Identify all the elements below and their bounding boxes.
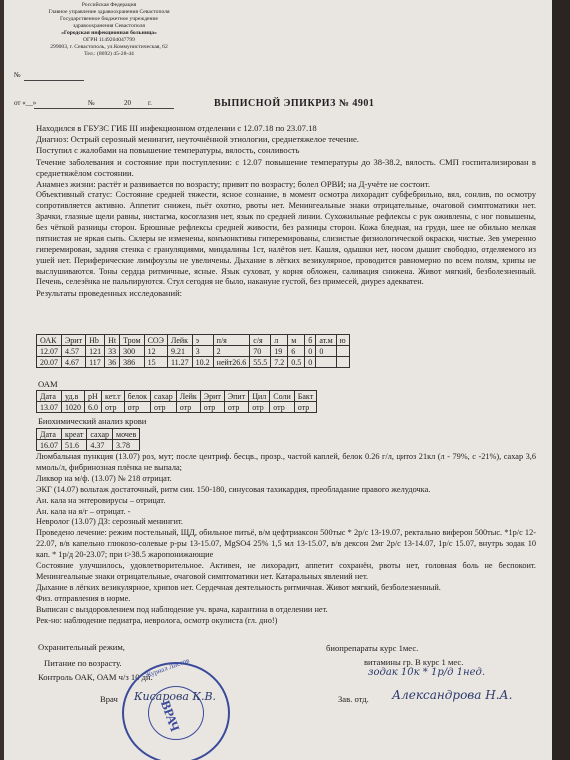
table-cell: отр [102, 402, 125, 413]
table-cell: 11.27 [167, 357, 192, 368]
table-cell: 36 [105, 357, 120, 368]
table-cell [336, 346, 349, 357]
lumbar-puncture: Люмбальная пункция (13.07) роз, мут; после центриф. бесцв., прозр., частой каплей, белок 0.26 г/л, цитоз 21кл (л - 79%, с -21%), сахар 3,6 ммоль/л, фибринозная плёнка не выпала; [36, 452, 536, 472]
table-cell: 12 [144, 346, 167, 357]
table-header-row [37, 429, 140, 440]
bio-table [36, 428, 140, 451]
table-cell: ат.м [316, 335, 336, 346]
physiological: Физ. отправления в норме. [36, 593, 131, 603]
table-cell: Эрит [62, 335, 86, 346]
table-cell: Эрит [200, 391, 224, 402]
table-cell: 300 [120, 346, 145, 357]
table-cell: 0.5 [288, 357, 305, 368]
header-line: здравоохранения Севастополя [73, 23, 145, 29]
divider [34, 108, 174, 109]
table-cell: уд.в [62, 391, 85, 402]
handwritten-note: зодак 10к * 1р/д 1нед. [368, 667, 486, 678]
table-cell: 1020 [62, 402, 85, 413]
ecg: ЭКГ (14.07) вольтаж достаточный, ритм син. 150-180, синусовая тахикардия, преобладание правого желудочка. [36, 484, 431, 494]
footer-regimen: Охранительный режим, [38, 642, 125, 652]
oak-table [36, 334, 350, 368]
header-ot-label: от «__» [14, 99, 37, 107]
background-edge [552, 0, 570, 760]
table-cell: ю [336, 335, 349, 346]
table-cell: ОАК [37, 335, 62, 346]
life-history: Анамнез жизни: растёт и развивается по возрасту; привит по возрасту; болел ОРВИ; на Д-учёте не состоит. [36, 179, 431, 190]
table-cell: отр [249, 402, 270, 413]
table-cell: сахар [87, 429, 113, 440]
table-cell: 6.0 [85, 402, 102, 413]
table-cell: б [305, 335, 316, 346]
table-cell: 386 [120, 357, 145, 368]
table-cell: отр [294, 402, 316, 413]
table-cell [336, 357, 349, 368]
institution-header-stamp [44, 2, 174, 58]
table-row [37, 346, 350, 357]
table-cell: 3 [192, 346, 213, 357]
table-cell: Тром [120, 335, 145, 346]
table-cell: нейт26.6 [213, 357, 250, 368]
table-cell: м [288, 335, 305, 346]
head-signature: Александрова Н.А. [392, 688, 513, 702]
oam-heading: ОАМ [38, 379, 58, 389]
table-cell: Лейк [167, 335, 192, 346]
table-cell: Соли [270, 391, 295, 402]
table-cell: СОЭ [144, 335, 167, 346]
footer-probiotics: биопрепараты курс 1мес. [326, 643, 419, 653]
table-cell: сахар [151, 391, 177, 402]
stamp-center-text: ВРАЧ [157, 698, 183, 734]
table-cell: отр [124, 402, 150, 413]
table-cell: 0 [316, 346, 336, 357]
table-row [37, 357, 350, 368]
table-cell: Эпит [224, 391, 248, 402]
header-year: 20 [124, 99, 131, 107]
footer-nutrition: Питание по возрасту. [44, 658, 122, 668]
table-cell: 4.67 [62, 357, 86, 368]
stool-eggs: Ан. кала на я/г – отрицат. - [36, 506, 131, 516]
footer-vitamins: витамины гр. В курс 1 мес. [364, 657, 464, 667]
table-header-row [37, 335, 350, 346]
table-cell: 4.57 [62, 346, 86, 357]
table-cell: 4.37 [87, 440, 113, 451]
table-cell: 13.07 [37, 402, 62, 413]
doctor-signature: Кисарова К.В. [134, 690, 217, 703]
table-header-row [37, 391, 317, 402]
table-cell: Дата [37, 391, 62, 402]
footer-control: Контроль ОАК, ОАМ ч/з 10 дн. [38, 672, 153, 682]
table-cell: кет.т [102, 391, 125, 402]
table-cell: 2 [213, 346, 250, 357]
objective-status: Объективный статус: Состояние средней тяжести, ясное сознание, в момент осмотра лихорадит субфебрильно, вял, сонлив, по осмотру сопротивляется активно. Аппетит снижен, пьёт охотно, рвоты нет. Менингеальные знаки отрицательные, очаговой симптоматики нет. Зрачки, глазные щели равны, нистагма, косоглазия нет, язык по средней линии. Сухожильные рефлексы с рук оживлены, с ног повышены, без чёткой разницы сторон. Брюшные рефлексы средней живости, без разницы сторон. Кожа бледная, на груди, шее не обильно мелкая пятнистая не яркая сыпь. Склеры не изменены, конъюнктивы гиперемированы, слизистые физиологической окраски, чистые. Зев умеренно гиперемирован, задняя стенка с грануляциями, миндалины 1ст, налётов нет. Кашля, одышки нет, носом дышит свободно, отделяемого из ушей нет. Периферические лимфоузлы не увеличены. Дыхание в лёгких везикулярное, проводится равномерно по всем полям, хрипы не выслушиваются. Тоны сердца ритмичные, ясные. Язык суховат, у корня обложен, саливация снижена. Живот мягкий, безболезненный. Печень, селезёнка не пальпируются. Стул сегодня не было, накануне густой, без примесей, диурез адекватен. [36, 190, 536, 287]
table-cell: белок [124, 391, 150, 402]
table-cell: Ht [105, 335, 120, 346]
discharged: Выписан с выздоровлением под наблюдение уч. врача, карантина в отделении нет. [36, 604, 328, 614]
table-cell: л [271, 335, 288, 346]
table-cell: pH [85, 391, 102, 402]
table-cell: э [192, 335, 213, 346]
lungs-heart: Дыхание в лёгких везикулярное, хрипов нет. Сердечная деятельность ритмичная. Живот мягкий, безболезненный. [36, 582, 441, 592]
table-cell: Лейк [176, 391, 200, 402]
recommendations: Рек-но: наблюдение педиатра, невролога, осмотр окулиста (гл. дно!) [36, 615, 278, 625]
complaints: Поступил с жалобами на повышение температуры, вялость, сонливость [36, 145, 300, 156]
table-cell [316, 357, 336, 368]
results-heading: Результаты проведенных исследований: [36, 288, 183, 299]
table-cell: отр [224, 402, 248, 413]
table-cell: отр [200, 402, 224, 413]
table-cell: 19 [271, 346, 288, 357]
table-cell: отр [176, 402, 200, 413]
table-cell: 3.78 [113, 440, 140, 451]
header-no-label: № [14, 71, 21, 79]
document-title: ВЫПИСНОЙ ЭПИКРИЗ № 4901 [214, 98, 375, 109]
head-label: Зав. отд. [338, 694, 369, 704]
table-cell: 9.21 [167, 346, 192, 357]
doctor-label: Врач [100, 694, 118, 704]
header-line: Тел.: (8692) 45-28-44 [84, 51, 134, 57]
condition-improved: Состояние улучшилось, удовлетворительное. Активен, не лихорадит, аппетит сохранён, рвоты нет, головная боль не беспокоит. Менингеальные знаки отрицательные, очаговой симптоматики нет. Катаральных явлений нет. [36, 561, 536, 581]
header-line: «Городская инфекционная больница» [61, 30, 157, 36]
stay-info: Находился в ГБУЗС ГИБ III инфекционном отделении с 12.07.18 по 23.07.18 [36, 123, 317, 133]
epicrisis-body-2 [36, 452, 536, 627]
table-cell: 33 [105, 346, 120, 357]
oam-table [36, 390, 317, 413]
header-line: Государственное бюджетное учреждение [59, 16, 158, 22]
table-cell: Hb [86, 335, 105, 346]
table-cell: 20.07 [37, 357, 62, 368]
table-row [37, 402, 317, 413]
table-cell: 121 [86, 346, 105, 357]
table-cell: 70 [250, 346, 271, 357]
table-cell: креат [62, 429, 87, 440]
stool-enterovirus: Ан. кала на энтеровирусы – отрицат. [36, 495, 166, 505]
header-line: 299003, г. Севастополь, ул.Коммунистическая, 62 [50, 44, 168, 50]
table-cell: Дата [37, 429, 62, 440]
table-cell: 0 [305, 346, 316, 357]
table-cell: 10.2 [192, 357, 213, 368]
table-cell: отр [270, 402, 295, 413]
table-cell: Бакт [294, 391, 316, 402]
csf-culture: Ликвор на м/ф. (13.07) № 218 отрицат. [36, 473, 172, 483]
table-cell: 51.6 [62, 440, 87, 451]
document-page [4, 0, 552, 760]
bio-heading: Биохимический анализ крови [38, 416, 147, 426]
table-cell: 16.07 [37, 440, 62, 451]
table-cell: 6 [288, 346, 305, 357]
header-ref-no: № [88, 99, 95, 107]
table-row [37, 440, 140, 451]
header-line: ОГРН 1149204047799 [83, 37, 135, 43]
divider [24, 80, 84, 81]
table-cell: 15 [144, 357, 167, 368]
table-cell: п/я [213, 335, 250, 346]
neurologist: Невролог (13.07) ДЗ: серозный менингит. [36, 517, 183, 527]
epicrisis-body [36, 123, 536, 300]
diagnosis: Диагноз: Острый серозный менингит, неуточнённой этиологии, среднетяжелое течение. [36, 134, 359, 145]
table-cell: мочев [113, 429, 140, 440]
table-cell: 0 [305, 357, 316, 368]
treatment: Проведено лечение: режим постельный, ЩД, обильное питьё, в/м цефтриаксон 500тыс * 2р/с 13-19.07, ректально виферон 500тыс. *1р/с 12-22.07, в/в капельно глюкозо-солевые р-ры 13-15.07, MgSO4 25% 1,5 мл 13-15.07, в/в дексон 2мг 2р/с 13-14.07, 1р/с 15.07, внутрь зодак 10 кап. * 1р/д 20-23.07; при t>38.5 жаропонижающие [36, 528, 536, 560]
header-g: г. [148, 99, 152, 107]
stamp-outer-text: Журнал Листов [144, 656, 191, 680]
table-cell: 55.5 [250, 357, 271, 368]
table-cell: Цил [249, 391, 270, 402]
disease-course: Течение заболевания и состояние при поступлении: с 12.07 повышение температуры до 38-38.2, вялость. СМП госпитализирован в среднетяжёлом состоянии. [36, 156, 536, 178]
table-cell: 7.2 [271, 357, 288, 368]
header-line: Главное управление здравоохранения Севастополя [48, 9, 170, 15]
table-cell: 117 [86, 357, 105, 368]
header-line: Российская Федерация [81, 2, 137, 8]
table-cell: 12.07 [37, 346, 62, 357]
table-cell: с/я [250, 335, 271, 346]
table-cell: отр [151, 402, 177, 413]
